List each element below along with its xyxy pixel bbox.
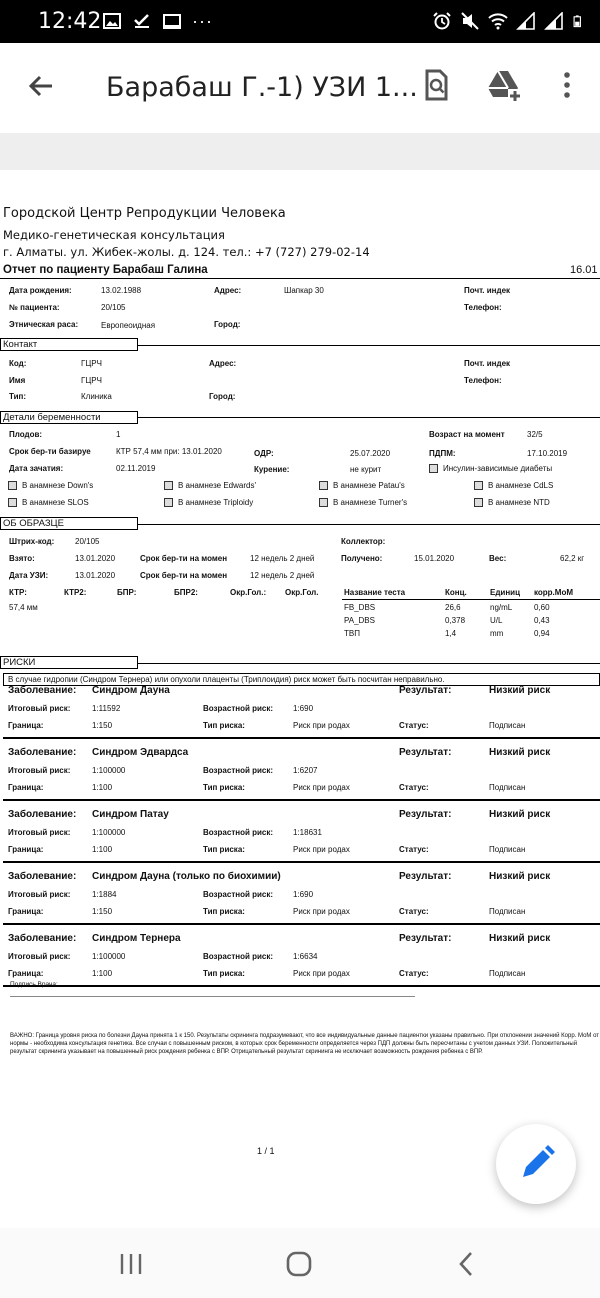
risk-final-label: Итоговый риск: — [8, 828, 71, 837]
risk-type-label: Тип риска: — [203, 783, 245, 792]
risk-status-value: Подписан — [489, 721, 526, 730]
address-value: Шапкар 30 — [284, 286, 324, 295]
report-date: 16.01 — [570, 264, 598, 276]
status-bar — [0, 0, 600, 43]
meas-header: Окр.Гол. — [285, 588, 319, 597]
ktr-value: 57,4 мм — [9, 603, 38, 612]
section-rule — [138, 345, 600, 346]
risk-disease-name: Синдром Патау — [92, 809, 169, 820]
risk-border-label: Граница: — [8, 907, 44, 916]
section-rule — [138, 524, 600, 525]
risk-result-label: Результат: — [399, 809, 452, 820]
cast-screen-icon — [162, 12, 182, 30]
test-cell: 0,60 — [534, 603, 550, 612]
test-header: Конц. — [445, 588, 467, 597]
risk-final-label: Итоговый риск: — [8, 890, 71, 899]
risk-border-value: 1:150 — [92, 721, 113, 730]
risk-age-value: 1:6634 — [293, 952, 318, 961]
sample-term-label: Срок бер-ти на момен — [140, 554, 228, 563]
contact-city-label: Город: — [209, 392, 236, 401]
race-value: Европеоидная — [101, 321, 156, 330]
risk-status-label: Статус: — [399, 845, 429, 854]
test-cell: ТВП — [344, 629, 360, 638]
taken-value: 13.01.2020 — [75, 554, 116, 563]
barcode-value: 20/105 — [75, 537, 100, 546]
risk-age-label: Возрастной риск: — [203, 766, 274, 775]
risk-divider — [3, 985, 600, 987]
risk-disease-name: Синдром Тернера — [92, 933, 181, 944]
history-label: В анамнезе NTD — [488, 498, 550, 507]
risk-final-label: Итоговый риск: — [8, 952, 71, 961]
risk-age-value: 1:18631 — [293, 828, 322, 837]
history-checkbox — [319, 481, 328, 490]
meas-header: БПР2: — [174, 588, 198, 597]
patient-number-value: 20/105 — [101, 303, 126, 312]
received-value: 15.01.2020 — [414, 554, 455, 563]
history-checkbox — [164, 481, 173, 490]
meas-header: БПР: — [117, 588, 137, 597]
test-cell: 0,94 — [534, 629, 550, 638]
meas-header: Окр.Гол.: — [230, 588, 267, 597]
patient-number-label: № пациента: — [9, 303, 60, 312]
smoking-value: не курит — [350, 465, 382, 474]
pdpm-value: 17.10.2019 — [527, 449, 568, 458]
doctor-signature-label: Подпись Врача: — [10, 981, 58, 988]
contact-zip-label: Почт. индек — [464, 359, 511, 368]
test-header: корр.МоМ — [534, 588, 573, 597]
meas-header: КТР2: — [64, 588, 87, 597]
risk-result-label: Результат: — [399, 871, 452, 882]
home-icon[interactable] — [285, 1250, 313, 1278]
history-checkbox — [474, 481, 483, 490]
city-label: Город: — [214, 320, 241, 329]
report-title: Отчет по пациенту Барабаш Галина — [3, 264, 208, 276]
risk-age-label: Возрастной риск: — [203, 952, 274, 961]
risk-disease-label: Заболевание: — [8, 809, 77, 820]
test-cell: 0,378 — [445, 616, 466, 625]
signature-line — [10, 996, 415, 997]
org-name: Городской Центр Репродукции Человека — [3, 206, 286, 221]
risk-type-value: Риск при родах — [293, 721, 350, 730]
diabetes-label: Инсулин-зависимые диабеты — [443, 464, 553, 473]
risk-status-value: Подписан — [489, 783, 526, 792]
risk-type-value: Риск при родах — [293, 907, 350, 916]
alarm-icon — [432, 12, 452, 30]
history-label: В анамнезе Triploidy — [178, 498, 254, 507]
risk-divider — [3, 799, 600, 801]
test-cell: FB_DBS — [344, 603, 376, 612]
risk-age-value: 1:690 — [293, 890, 314, 899]
history-checkbox — [474, 498, 483, 507]
page-indicator: 1 / 1 — [257, 1146, 275, 1156]
risk-age-label: Возрастной риск: — [203, 890, 274, 899]
system-nav-bar — [0, 1228, 600, 1298]
recent-apps-icon[interactable] — [117, 1252, 145, 1276]
risk-final-label: Итоговый риск: — [8, 766, 71, 775]
mute-icon — [460, 12, 480, 30]
risk-result-label: Результат: — [399, 685, 452, 696]
risk-status-label: Статус: — [399, 721, 429, 730]
risk-disease-label: Заболевание: — [8, 933, 77, 944]
dob-label: Дата рождения: — [9, 286, 72, 295]
meas-header: КТР: — [9, 588, 27, 597]
fetus-value: 1 — [116, 430, 121, 439]
term-basis-label: Срок бер-ти базируе — [9, 447, 91, 456]
task-done-icon — [132, 12, 152, 30]
risk-type-label: Тип риска: — [203, 845, 245, 854]
risk-disease-label: Заболевание: — [8, 871, 77, 882]
risk-disease-name: Синдром Дауна — [92, 685, 170, 696]
collector-label: Коллектор: — [341, 537, 386, 546]
test-cell: 0,43 — [534, 616, 550, 625]
pdf-page — [0, 170, 600, 1228]
section-rule — [138, 417, 600, 418]
pdpm-label: ПДПМ: — [429, 449, 456, 458]
test-header: Единиц — [490, 588, 520, 597]
section-rule — [138, 663, 600, 664]
test-cell: 1,4 — [445, 629, 457, 638]
back-arrow-icon[interactable] — [24, 69, 58, 103]
conception-label: Дата зачатия: — [9, 464, 64, 473]
divider — [0, 278, 600, 279]
risk-status-value: Подписан — [489, 907, 526, 916]
odr-label: ОДР: — [254, 449, 274, 458]
barcode-label: Штрих-код: — [9, 537, 55, 546]
risk-final-label: Итоговый риск: — [8, 704, 71, 713]
app-bar — [0, 43, 600, 133]
risk-final-value: 1:1884 — [92, 890, 117, 899]
contact-address-label: Адрес: — [209, 359, 237, 368]
history-checkbox — [164, 498, 173, 507]
risk-divider — [3, 861, 600, 863]
risk-type-label: Тип риска: — [203, 721, 245, 730]
history-checkbox — [8, 481, 17, 490]
conception-value: 02.11.2019 — [116, 464, 156, 473]
risk-border-label: Граница: — [8, 845, 44, 854]
contact-phone-label: Телефон: — [464, 376, 502, 385]
history-label: В анамнезе Edwards' — [178, 481, 256, 490]
address-label: Адрес: — [214, 286, 242, 295]
contact-type-label: Тип: — [9, 392, 26, 401]
age-value: 32/5 — [527, 430, 543, 439]
risk-type-value: Риск при родах — [293, 783, 350, 792]
risk-status-label: Статус: — [399, 907, 429, 916]
risk-note: В случае гидропии (Синдром Тернера) или опухоли плаценты (Триплоидия) риск может быть посчитан неправильно. — [3, 673, 600, 686]
more-notifications-icon: ··· — [192, 11, 213, 31]
risk-final-value: 1:100000 — [92, 952, 126, 961]
risk-border-value: 1:100 — [92, 845, 113, 854]
history-label: В анамнезе SLOS — [22, 498, 89, 507]
risk-status-label: Статус: — [399, 783, 429, 792]
risk-result-value: Низкий риск — [489, 685, 551, 696]
history-checkbox — [319, 498, 328, 507]
phone-label: Телефон: — [464, 303, 502, 312]
dob-value: 13.02.1988 — [101, 286, 142, 295]
viewer-top-margin — [0, 133, 600, 170]
risk-type-label: Тип риска: — [203, 969, 245, 978]
back-nav-icon[interactable] — [455, 1250, 479, 1278]
test-cell: 26,6 — [445, 603, 461, 612]
risk-status-value: Подписан — [489, 969, 526, 978]
history-checkbox — [8, 498, 17, 507]
clock: 12:42 — [38, 9, 102, 34]
risk-result-value: Низкий риск — [489, 933, 551, 944]
disclaimer-text: ВАЖНО: Граница уровня риска по болезни Дауна принята 1 к 150. Результаты скрининга подразумевают, что все индивидуальные данные пациентки указаны правильно. При отклонении значений Корр. МоМ от нормы - необходима консультация генетика. Все случаи с повышенным риском, в которых срок беременности определяется через ПДП должны быть пересчитаны с учетом данных УЗИ. Положительный результат скрининга указывает на повышенный риск рождения ребенка с ВПР. Отрицательный результат скрининга не исключает возможность рождения ребенка с ВПР. — [10, 1033, 600, 1055]
risk-result-value: Низкий риск — [489, 871, 551, 882]
add-to-drive-icon[interactable] — [486, 67, 522, 103]
risk-border-label: Граница: — [8, 969, 44, 978]
ultrasound-term-label: Срок бер-ти на момен — [140, 571, 228, 580]
risk-disease-name: Синдром Эдвардса — [92, 747, 189, 758]
risk-age-label: Возрастной риск: — [203, 828, 274, 837]
signal-icon-2 — [544, 12, 564, 30]
zip-label: Почт. индек — [464, 286, 511, 295]
risk-type-value: Риск при родах — [293, 845, 350, 854]
history-label: В анамнезе Patau's — [333, 481, 405, 490]
taken-label: Взято: — [9, 554, 35, 563]
risk-divider — [3, 923, 600, 925]
risk-age-value: 1:6207 — [293, 766, 318, 775]
risk-final-value: 1:100000 — [92, 828, 126, 837]
ultrasound-date-label: Дата УЗИ: — [9, 571, 49, 580]
weight-label: Вес: — [489, 554, 507, 563]
section-sample: ОБ ОБРАЗЦЕ — [0, 517, 138, 530]
history-label: В анамнезе Turner's — [333, 498, 408, 507]
pencil-icon — [496, 1124, 576, 1204]
risk-border-value: 1:150 — [92, 907, 113, 916]
test-cell: mm — [490, 629, 504, 638]
risk-border-label: Граница: — [8, 783, 44, 792]
search-document-icon[interactable] — [418, 67, 454, 103]
age-label: Возраст на момент — [429, 430, 505, 439]
risk-result-value: Низкий риск — [489, 747, 551, 758]
risk-border-value: 1:100 — [92, 969, 113, 978]
org-department: Медико-генетическая консультация — [3, 228, 225, 242]
document-title: Барабаш Г.-1) УЗИ 1... — [106, 72, 418, 103]
contact-type-value: Клиника — [81, 392, 112, 401]
wifi-icon — [488, 12, 508, 30]
risk-status-label: Статус: — [399, 969, 429, 978]
risk-final-value: 1:11592 — [92, 704, 121, 713]
history-label: В анамнезе Down's — [22, 481, 94, 490]
test-cell: PA_DBS — [344, 616, 375, 625]
odr-value: 25.07.2020 — [350, 449, 391, 458]
org-address: г. Алматы. ул. Жибек-жолы. д. 124. тел.: +7 (727) 279-02-14 — [3, 245, 370, 259]
ultrasound-date-value: 13.01.2020 — [75, 571, 116, 580]
contact-code-label: Код: — [9, 359, 27, 368]
risk-status-value: Подписан — [489, 845, 526, 854]
contact-name-value: ГЦРЧ — [81, 376, 102, 385]
risk-disease-label: Заболевание: — [8, 685, 77, 696]
weight-value: 62,2 кг — [560, 554, 585, 563]
race-label: Этническая раса: — [9, 320, 79, 329]
risk-border-value: 1:100 — [92, 783, 113, 792]
section-contact: Контакт — [0, 338, 138, 351]
smoking-label: Курение: — [254, 465, 290, 474]
contact-code-value: ГЦРЧ — [81, 359, 102, 368]
contact-name-label: Имя — [9, 376, 26, 385]
edit-button[interactable] — [496, 1124, 576, 1204]
risk-result-label: Результат: — [399, 933, 452, 944]
risk-age-label: Возрастной риск: — [203, 704, 274, 713]
risk-final-value: 1:100000 — [92, 766, 126, 775]
more-options-icon[interactable] — [550, 67, 584, 103]
history-label: В анамнезе CdLS — [488, 481, 554, 490]
section-risks: РИСКИ — [0, 656, 138, 669]
risk-border-label: Граница: — [8, 721, 44, 730]
risk-result-value: Низкий риск — [489, 809, 551, 820]
term-basis-value: КТР 57,4 мм при: 13.01.2020 — [116, 447, 222, 456]
signal-icon-1 — [516, 12, 536, 30]
battery-icon — [572, 12, 586, 30]
diabetes-checkbox — [429, 464, 438, 473]
risk-disease-label: Заболевание: — [8, 747, 77, 758]
ultrasound-term-value: 12 недель 2 дней — [250, 571, 315, 580]
fetus-label: Плодов: — [9, 430, 43, 439]
risk-divider — [3, 737, 600, 739]
section-pregnancy: Детали беременности — [0, 411, 138, 424]
risk-disease-name: Синдром Дауна (только по биохимии) — [92, 871, 281, 882]
test-header: Название теста — [344, 588, 406, 597]
risk-age-value: 1:690 — [293, 704, 314, 713]
gallery-icon — [102, 12, 122, 30]
risk-type-label: Тип риска: — [203, 907, 245, 916]
received-label: Получено: — [341, 554, 383, 563]
test-cell: ng/mL — [490, 603, 513, 612]
sample-term-value: 12 недель 2 дней — [250, 554, 315, 563]
test-table-rule — [342, 599, 600, 600]
risk-type-value: Риск при родах — [293, 969, 350, 978]
risk-result-label: Результат: — [399, 747, 452, 758]
test-cell: U/L — [490, 616, 503, 625]
